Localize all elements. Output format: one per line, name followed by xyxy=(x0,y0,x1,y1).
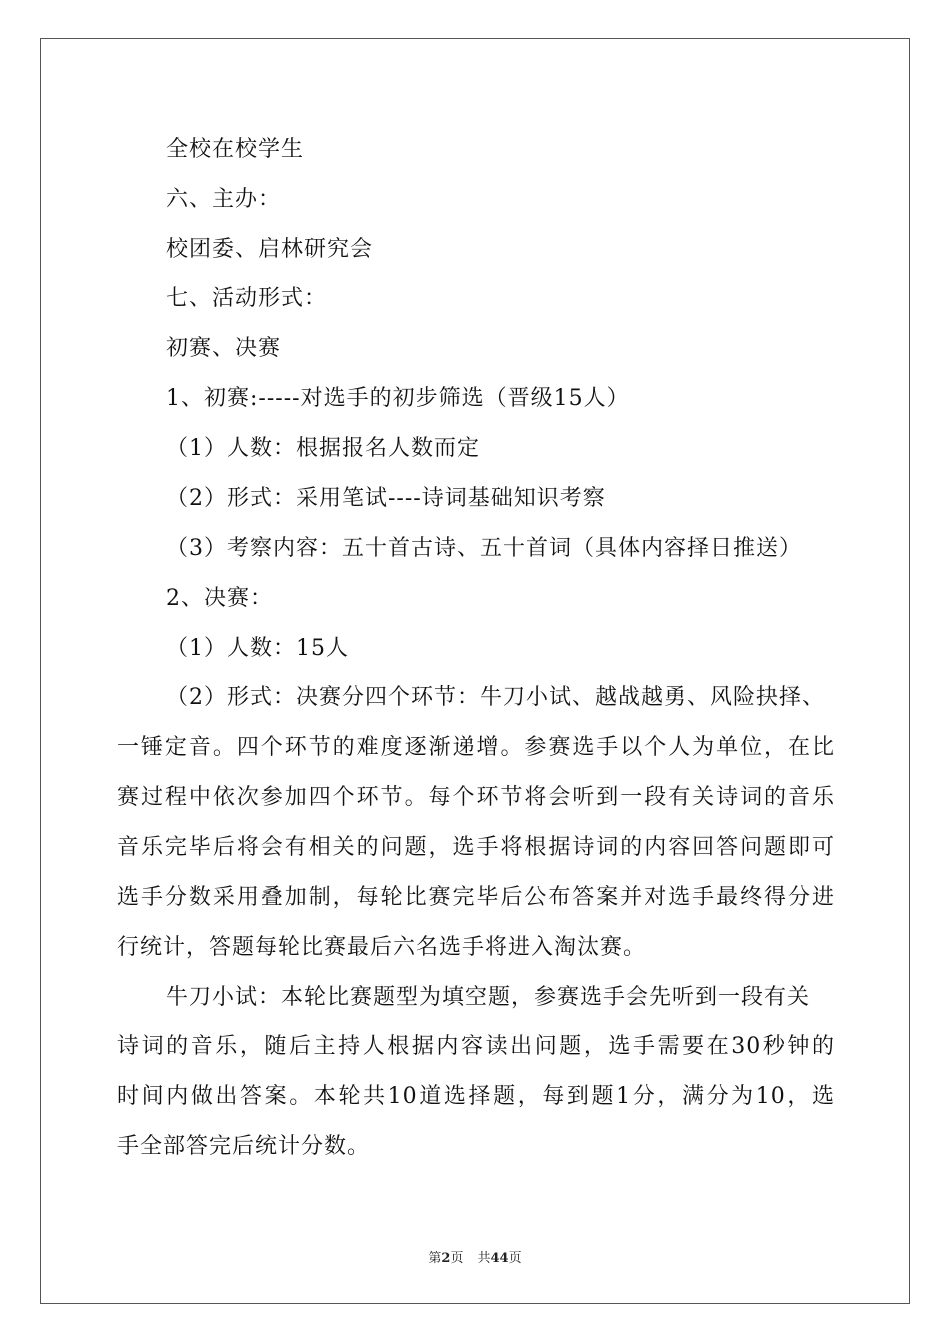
text-line-target: 全校在校学生 xyxy=(166,137,305,162)
paragraph-line: 音乐完毕后将会有相关的问题，选手将根据诗词的内容回答问题即可 xyxy=(117,835,835,860)
footer-page-number: 2 xyxy=(441,1251,451,1266)
page-footer xyxy=(0,1247,950,1266)
paragraph-line-round1: 牛刀小试：本轮比赛题型为填空题，参赛选手会先听到一段有关 xyxy=(166,985,811,1010)
paragraph-line: 诗词的音乐，随后主持人根据内容读出问题，选手需要在30秒钟的 xyxy=(117,1034,835,1059)
footer-page-suffix: 页 xyxy=(450,1251,464,1266)
text-line-preliminary-content: （3）考察内容：五十首古诗、五十首词（具体内容择日推送） xyxy=(166,536,802,561)
text-line-organizer: 校团委、启林研究会 xyxy=(166,237,374,262)
footer-total-pages: 44 xyxy=(490,1251,509,1266)
section-heading-organizer: 六、主办： xyxy=(166,187,282,212)
paragraph-line: 手全部答完后统计分数。 xyxy=(117,1134,371,1159)
text-line-final-form: （2）形式：决赛分四个环节：牛刀小试、越战越勇、风险抉择、 xyxy=(166,685,825,710)
footer-page-prefix: 第 xyxy=(428,1251,442,1266)
paragraph-line: 行统计，答题每轮比赛最后六名选手将进入淘汰赛。 xyxy=(117,935,647,960)
footer-total-suffix: 页 xyxy=(508,1251,522,1266)
section-heading-format: 七、活动形式： xyxy=(166,286,328,311)
page-frame xyxy=(40,38,910,1304)
paragraph-line: 一锤定音。四个环节的难度逐渐递增。参赛选手以个人为单位，在比 xyxy=(117,735,835,760)
text-line-final-count: （1）人数：15人 xyxy=(166,636,349,661)
paragraph-line: 时间内做出答案。本轮共10道选择题，每到题1分，满分为10，选 xyxy=(117,1084,835,1109)
footer-total-prefix: 共 xyxy=(477,1251,491,1266)
heading-preliminary: 1、初赛:-----对选手的初步筛选（晋级15人） xyxy=(166,386,630,411)
text-line-rounds: 初赛、决赛 xyxy=(166,336,282,361)
paragraph-line: 赛过程中依次参加四个环节。每个环节将会听到一段有关诗词的音乐 xyxy=(117,785,835,810)
paragraph-line: 选手分数采用叠加制，每轮比赛完毕后公布答案并对选手最终得分进 xyxy=(117,885,835,910)
heading-final: 2、决赛： xyxy=(166,586,273,611)
text-line-preliminary-form: （2）形式：采用笔试----诗词基础知识考察 xyxy=(166,486,606,511)
text-line-preliminary-count: （1）人数：根据报名人数而定 xyxy=(166,436,480,461)
